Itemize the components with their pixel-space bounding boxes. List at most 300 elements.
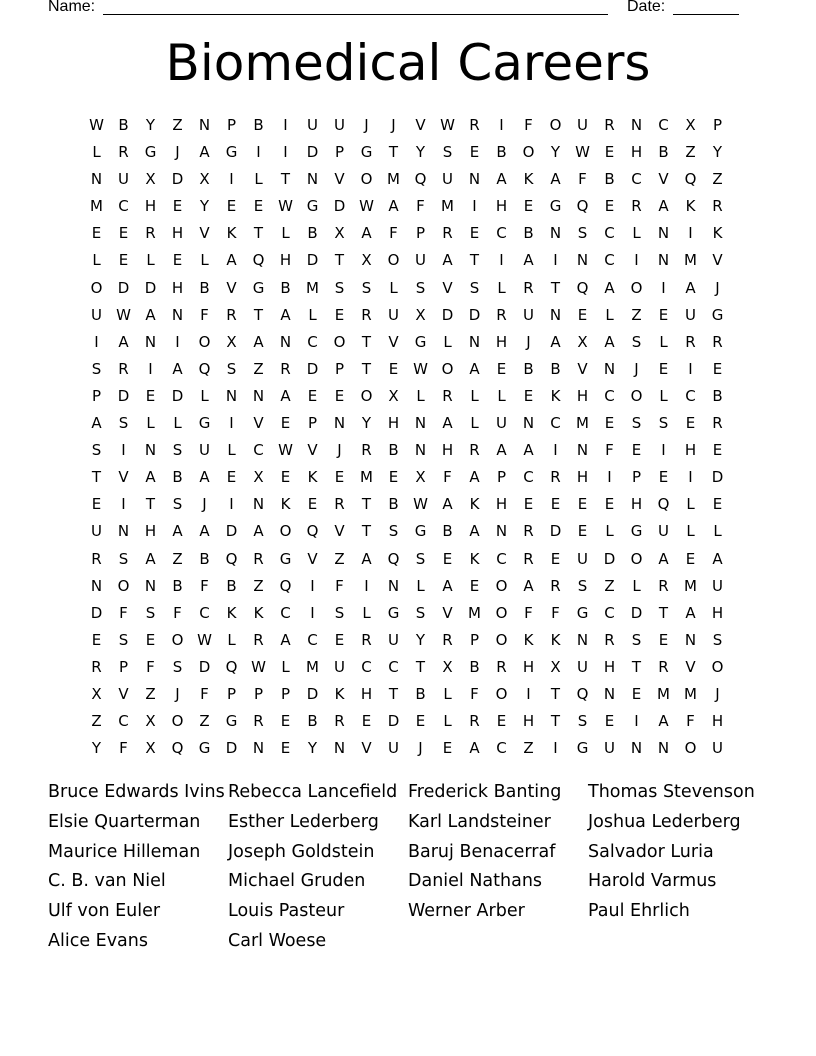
grid-letter: R — [712, 414, 723, 433]
grid-letter: N — [630, 739, 643, 758]
grid-letter: G — [414, 522, 427, 541]
grid-letter: X — [577, 332, 588, 351]
grid-letter: W — [413, 495, 428, 514]
grid-letter: A — [199, 143, 210, 162]
grid-letter: I — [121, 495, 126, 514]
grid-letter: C — [253, 441, 264, 460]
grid-letter: N — [414, 441, 427, 460]
grid-letter: M — [684, 684, 697, 703]
grid-letter: A — [280, 386, 291, 405]
grid-letter: E — [550, 495, 561, 514]
grid-letter: O — [360, 386, 373, 405]
grid-letter: I — [688, 224, 693, 243]
grid-letter: K — [550, 386, 561, 405]
grid-row — [83, 247, 731, 274]
grid-letter: M — [90, 197, 103, 216]
grid-letter: S — [334, 603, 345, 622]
grid-letter: X — [334, 224, 345, 243]
grid-letter: F — [173, 603, 182, 622]
grid-letter: L — [173, 414, 182, 433]
grid-letter: R — [118, 143, 129, 162]
grid-letter: M — [684, 251, 697, 270]
grid-letter: D — [144, 278, 157, 297]
grid-letter: E — [523, 386, 534, 405]
grid-letter: G — [360, 143, 373, 162]
grid-row — [83, 410, 731, 437]
grid-letter: A — [550, 170, 561, 189]
grid-row — [83, 735, 731, 762]
grid-letter: E — [658, 305, 669, 324]
grid-letter: R — [496, 657, 507, 676]
grid-letter: X — [685, 116, 696, 134]
grid-letter: P — [415, 224, 426, 243]
grid-letter: R — [631, 197, 642, 216]
grid-letter: S — [118, 414, 129, 433]
grid-letter: I — [256, 143, 261, 162]
grid-letter: N — [630, 116, 643, 134]
date-label: Date: — [627, 0, 666, 15]
grid-letter: D — [117, 278, 130, 297]
grid-letter: S — [712, 630, 723, 649]
word-item: Joseph Goldstein — [228, 841, 375, 862]
grid-row — [83, 491, 731, 518]
grid-letter: N — [468, 170, 481, 189]
grid-letter: L — [227, 630, 236, 649]
grid-letter: E — [334, 386, 345, 405]
grid-letter: G — [144, 143, 157, 162]
grid-letter: I — [553, 251, 558, 270]
grid-letter: J — [364, 116, 369, 134]
grid-letter: I — [499, 116, 504, 134]
grid-letter: V — [307, 549, 318, 568]
grid-letter: R — [523, 522, 534, 541]
grid-letter: Q — [576, 278, 589, 297]
word-item: Elsie Quarterman — [48, 811, 201, 832]
grid-letter: T — [253, 224, 264, 243]
grid-letter: H — [603, 657, 616, 676]
grid-letter: N — [576, 251, 589, 270]
grid-letter: S — [577, 224, 588, 243]
grid-letter: O — [630, 278, 643, 297]
grid-letter: E — [604, 495, 615, 514]
grid-letter: A — [172, 359, 183, 378]
grid-letter: G — [576, 739, 589, 758]
grid-letter: B — [469, 657, 480, 676]
grid-letter: O — [630, 549, 643, 568]
grid-letter: I — [526, 684, 531, 703]
grid-letter: D — [630, 603, 643, 622]
grid-letter: A — [145, 549, 156, 568]
grid-letter: A — [469, 522, 480, 541]
grid-letter: E — [442, 739, 453, 758]
grid-letter: Z — [334, 549, 345, 568]
grid-row — [83, 112, 731, 139]
grid-letter: N — [171, 305, 184, 324]
grid-letter: R — [91, 549, 102, 568]
grid-letter: R — [334, 712, 345, 731]
word-item: Salvador Luria — [588, 841, 714, 862]
grid-letter: X — [253, 468, 264, 487]
grid-letter: S — [334, 278, 345, 297]
grid-letter: Z — [253, 359, 264, 378]
grid-letter: V — [118, 468, 129, 487]
grid-letter: T — [280, 170, 291, 189]
grid-letter: H — [630, 143, 643, 162]
grid-letter: R — [604, 116, 615, 134]
grid-letter: P — [91, 386, 102, 405]
grid-letter: Z — [145, 684, 156, 703]
grid-letter: X — [145, 170, 156, 189]
grid-letter: U — [118, 170, 129, 189]
grid-letter: D — [171, 170, 184, 189]
grid-letter: V — [199, 224, 210, 243]
grid-letter: H — [279, 251, 292, 270]
grid-letter: C — [496, 549, 507, 568]
grid-letter: X — [145, 739, 156, 758]
grid-letter: D — [549, 522, 562, 541]
grid-letter: K — [469, 549, 480, 568]
grid-letter: P — [226, 116, 237, 134]
grid-letter: U — [91, 522, 102, 541]
grid-letter: B — [712, 386, 723, 405]
grid-letter: W — [575, 143, 590, 162]
grid-row — [83, 139, 731, 166]
grid-letter: F — [443, 468, 452, 487]
grid-letter: N — [549, 305, 562, 324]
grid-letter: U — [388, 739, 399, 758]
grid-letter: W — [359, 197, 374, 216]
grid-letter: P — [334, 143, 345, 162]
grid-row — [83, 356, 731, 383]
grid-letter: E — [172, 251, 183, 270]
grid-letter: Q — [306, 522, 319, 541]
grid-letter: E — [388, 359, 399, 378]
grid-letter: O — [171, 630, 184, 649]
grid-letter: D — [306, 359, 319, 378]
grid-letter: L — [362, 603, 371, 622]
grid-letter: I — [472, 197, 477, 216]
grid-letter: C — [361, 657, 372, 676]
grid-letter: S — [631, 414, 642, 433]
grid-letter: D — [441, 305, 454, 324]
grid-letter: B — [658, 143, 669, 162]
grid-letter: C — [118, 712, 129, 731]
grid-letter: R — [253, 549, 264, 568]
grid-letter: H — [495, 495, 508, 514]
grid-letter: H — [495, 197, 508, 216]
grid-letter: Q — [576, 197, 589, 216]
grid-letter: D — [603, 549, 616, 568]
grid-letter: C — [118, 197, 129, 216]
grid-letter: Z — [685, 143, 696, 162]
grid-letter: P — [307, 414, 318, 433]
grid-letter: L — [497, 278, 506, 297]
grid-letter: F — [551, 603, 560, 622]
grid-row — [83, 383, 731, 410]
grid-letter: O — [90, 278, 103, 297]
grid-letter: R — [334, 495, 345, 514]
grid-letter: L — [470, 386, 479, 405]
grid-letter: B — [307, 224, 318, 243]
grid-letter: A — [145, 305, 156, 324]
grid-letter: E — [469, 576, 480, 595]
grid-letter: R — [361, 305, 372, 324]
grid-letter: D — [171, 386, 184, 405]
grid-letter: N — [252, 739, 265, 758]
grid-letter: C — [604, 224, 615, 243]
grid-letter: A — [685, 603, 696, 622]
grid-letter: E — [496, 359, 507, 378]
grid-letter: X — [415, 468, 426, 487]
grid-letter: T — [145, 495, 156, 514]
grid-letter: E — [469, 143, 480, 162]
grid-letter: L — [686, 522, 695, 541]
grid-letter: S — [388, 522, 399, 541]
grid-letter: E — [280, 414, 291, 433]
grid-letter: L — [254, 170, 263, 189]
grid-letter: V — [712, 251, 723, 270]
grid-letter: A — [685, 278, 696, 297]
word-item: Daniel Nathans — [408, 871, 543, 892]
grid-letter: L — [632, 576, 641, 595]
grid-letter: U — [523, 305, 534, 324]
grid-letter: H — [711, 712, 724, 731]
grid-letter: W — [440, 116, 455, 134]
grid-letter: A — [199, 522, 210, 541]
grid-letter: A — [361, 224, 372, 243]
grid-letter: M — [441, 197, 454, 216]
grid-letter: E — [604, 414, 615, 433]
grid-letter: S — [415, 278, 426, 297]
grid-letter: I — [553, 739, 558, 758]
grid-letter: T — [550, 712, 561, 731]
grid-letter: D — [225, 522, 238, 541]
grid-row — [83, 220, 731, 247]
grid-letter: S — [172, 657, 183, 676]
grid-letter: T — [361, 522, 372, 541]
grid-letter: R — [469, 712, 480, 731]
grid-letter: I — [94, 332, 99, 351]
date-field[interactable] — [673, 14, 739, 15]
grid-letter: A — [442, 414, 453, 433]
grid-row — [83, 681, 731, 708]
grid-letter: J — [715, 278, 720, 297]
word-column — [408, 778, 588, 927]
grid-letter: I — [283, 116, 288, 134]
grid-letter: C — [604, 251, 615, 270]
grid-row — [83, 573, 731, 600]
word-item: Michael Gruden — [228, 871, 366, 892]
name-label: Name: — [48, 0, 96, 15]
grid-letter: A — [604, 278, 615, 297]
grid-letter: A — [658, 549, 669, 568]
grid-letter: R — [523, 278, 534, 297]
grid-letter: R — [361, 441, 372, 460]
grid-letter: N — [90, 170, 103, 189]
grid-letter: I — [661, 278, 666, 297]
grid-letter: B — [307, 712, 318, 731]
grid-letter: R — [496, 305, 507, 324]
grid-letter: M — [306, 657, 319, 676]
word-item: Louis Pasteur — [228, 901, 345, 922]
grid-letter: A — [658, 197, 669, 216]
grid-letter: N — [198, 116, 211, 134]
grid-letter: H — [171, 278, 184, 297]
grid-letter: L — [659, 332, 668, 351]
grid-letter: Y — [550, 143, 561, 162]
grid-letter: M — [684, 576, 697, 595]
grid-letter: K — [523, 630, 534, 649]
grid-letter: D — [306, 251, 319, 270]
grid-letter: Y — [415, 143, 426, 162]
grid-letter: E — [334, 305, 345, 324]
grid-letter: F — [686, 712, 695, 731]
grid-letter: S — [118, 630, 129, 649]
grid-letter: E — [280, 468, 291, 487]
grid-row — [83, 193, 731, 220]
grid-letter: V — [334, 170, 345, 189]
grid-letter: C — [307, 630, 318, 649]
grid-letter: R — [685, 332, 696, 351]
grid-letter: D — [711, 468, 724, 487]
grid-letter: L — [92, 143, 101, 162]
grid-letter: I — [175, 332, 180, 351]
grid-letter: H — [495, 332, 508, 351]
grid-letter: P — [118, 657, 129, 676]
grid-letter: H — [144, 522, 157, 541]
grid-letter: V — [442, 603, 453, 622]
grid-letter: U — [334, 116, 345, 134]
grid-letter: R — [145, 224, 156, 243]
grid-letter: E — [388, 468, 399, 487]
grid-letter: B — [280, 278, 291, 297]
grid-letter: Q — [225, 549, 238, 568]
grid-letter: X — [145, 712, 156, 731]
grid-letter: N — [603, 359, 616, 378]
grid-letter: E — [685, 414, 696, 433]
grid-letter: R — [658, 576, 669, 595]
grid-letter: S — [415, 549, 426, 568]
grid-letter: V — [415, 116, 426, 134]
grid-letter: E — [334, 630, 345, 649]
grid-letter: A — [523, 441, 534, 460]
grid-letter: B — [226, 576, 237, 595]
grid-letter: N — [306, 170, 319, 189]
grid-letter: N — [225, 386, 238, 405]
grid-letter: E — [658, 359, 669, 378]
grid-letter: V — [658, 170, 669, 189]
grid-letter: U — [685, 305, 696, 324]
grid-letter: I — [661, 441, 666, 460]
grid-letter: C — [685, 386, 696, 405]
grid-letter: T — [631, 657, 642, 676]
grid-letter: A — [604, 332, 615, 351]
grid-letter: H — [576, 468, 589, 487]
grid-letter: U — [577, 657, 588, 676]
grid-letter: R — [442, 386, 453, 405]
name-field[interactable] — [103, 14, 608, 15]
grid-letter: Z — [631, 305, 642, 324]
grid-letter: E — [469, 224, 480, 243]
word-column — [228, 778, 408, 957]
grid-letter: O — [360, 170, 373, 189]
grid-letter: J — [391, 116, 396, 134]
grid-letter: O — [495, 603, 508, 622]
grid-letter: J — [418, 739, 423, 758]
word-item: Carl Woese — [228, 930, 327, 951]
word-item: Thomas Stevenson — [588, 782, 755, 802]
grid-letter: M — [468, 603, 481, 622]
grid-letter: U — [307, 116, 318, 134]
grid-letter: Y — [361, 414, 372, 433]
grid-letter: R — [361, 630, 372, 649]
grid-letter: R — [550, 576, 561, 595]
grid-letter: A — [253, 332, 264, 351]
grid-letter: U — [604, 739, 615, 758]
grid-letter: L — [389, 278, 398, 297]
grid-letter: O — [711, 657, 724, 676]
word-item: C. B. van Niel — [48, 871, 166, 892]
grid-letter: D — [306, 143, 319, 162]
grid-letter: A — [469, 468, 480, 487]
word-column — [588, 778, 768, 927]
grid-letter: T — [415, 657, 426, 676]
grid-letter: Y — [199, 197, 210, 216]
grid-letter: S — [577, 712, 588, 731]
grid-letter: W — [89, 116, 104, 134]
grid-letter: V — [577, 359, 588, 378]
grid-letter: K — [253, 603, 264, 622]
grid-letter: S — [658, 414, 669, 433]
grid-row — [83, 166, 731, 193]
grid-letter: E — [631, 684, 642, 703]
grid-letter: P — [712, 116, 723, 134]
grid-letter: N — [468, 332, 481, 351]
grid-letter: A — [712, 549, 723, 568]
grid-letter: X — [199, 170, 210, 189]
grid-row — [83, 329, 731, 356]
grid-letter: H — [171, 224, 184, 243]
grid-letter: E — [91, 495, 102, 514]
grid-letter: Z — [253, 576, 264, 595]
grid-letter: L — [443, 712, 452, 731]
grid-row — [83, 546, 731, 573]
grid-letter: D — [468, 305, 481, 324]
grid-letter: P — [253, 684, 264, 703]
grid-letter: S — [145, 603, 156, 622]
grid-letter: E — [253, 197, 264, 216]
grid-letter: A — [361, 549, 372, 568]
grid-letter: U — [712, 576, 723, 595]
grid-letter: O — [441, 359, 454, 378]
grid-letter: E — [712, 441, 723, 460]
grid-letter: T — [361, 495, 372, 514]
grid-letter: G — [198, 414, 211, 433]
grid-letter: C — [550, 414, 561, 433]
grid-letter: X — [442, 657, 453, 676]
grid-letter: R — [469, 116, 480, 134]
grid-letter: A — [496, 170, 507, 189]
grid-letter: E — [496, 712, 507, 731]
grid-letter: L — [443, 332, 452, 351]
grid-letter: T — [334, 251, 345, 270]
grid-letter: N — [333, 739, 346, 758]
grid-letter: F — [470, 684, 479, 703]
grid-letter: E — [415, 712, 426, 731]
grid-letter: E — [658, 630, 669, 649]
word-item: Maurice Hilleman — [48, 841, 201, 862]
grid-letter: O — [171, 712, 184, 731]
